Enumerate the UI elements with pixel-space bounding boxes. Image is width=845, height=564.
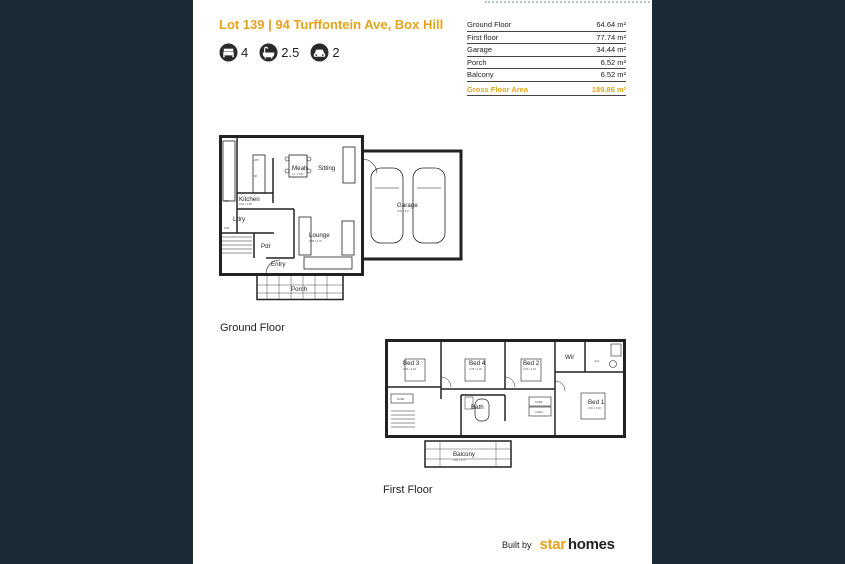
garage-feature (310, 43, 339, 62)
room-meals: Meals (292, 165, 309, 172)
car-icon (310, 43, 329, 62)
svg-text:3.60 x 3.60: 3.60 x 3.60 (588, 407, 601, 410)
room-bed1: Bed 1 (588, 399, 605, 406)
bed-icon (219, 43, 238, 62)
room-bed2: Bed 2 (523, 360, 540, 367)
brochure-sheet (193, 0, 652, 564)
svg-text:4.1 x 3.62: 4.1 x 3.62 (292, 173, 304, 176)
first-floor-label: First Floor (383, 484, 433, 496)
room-pdr: Pdr (261, 243, 271, 250)
starhomes-logo: star homes (539, 536, 615, 553)
room-bed4: Bed 4 (469, 360, 486, 367)
area-row-garage: Garage 34.44 m² (467, 44, 626, 57)
area-row-ground: Ground Floor 64.64 m² (467, 19, 626, 32)
garage-count: 2 (332, 45, 340, 60)
bath-icon (259, 43, 278, 62)
svg-text:5.90 x 6.17: 5.90 x 6.17 (397, 210, 410, 213)
area-row-first: First floor 77.74 m² (467, 32, 626, 45)
svg-text:3.30 x 3.40: 3.30 x 3.40 (523, 368, 536, 371)
bathrooms-feature (259, 43, 299, 62)
room-ldry: Ldry (233, 216, 246, 223)
room-entry: Entry (271, 261, 286, 268)
svg-text:WIP: WIP (254, 159, 259, 162)
svg-text:LINEN: LINEN (535, 411, 543, 414)
room-garage: Garage (397, 202, 418, 209)
svg-text:REF: REF (224, 200, 230, 203)
lot-title: Lot 139 | 94 Turffontein Ave, Box Hill (219, 17, 444, 32)
room-balcony: Balcony (453, 451, 476, 458)
room-wir: Wir (565, 354, 575, 361)
area-row-gross: Gross Floor Area 189.86 m² (467, 84, 626, 97)
svg-text:3.30 x 3.20: 3.30 x 3.20 (403, 368, 416, 371)
room-kitchen: Kitchen (239, 196, 260, 203)
bedrooms-feature (219, 43, 248, 62)
ground-floor-label: Ground Floor (220, 322, 285, 334)
room-porch: Porch (291, 286, 308, 293)
room-bath: Bath (471, 404, 484, 411)
bedrooms-count: 4 (241, 45, 249, 60)
built-by-text: Built by (502, 539, 532, 550)
builder-footer (502, 536, 615, 553)
svg-text:3.88 x 3.70: 3.88 x 3.70 (309, 240, 322, 243)
room-ens: Ens (595, 360, 600, 363)
svg-text:ROBE: ROBE (535, 401, 543, 404)
svg-text:3.60 x 2.80: 3.60 x 2.80 (239, 203, 252, 206)
room-sitting: Sitting (318, 165, 336, 172)
ground-floor-plan (219, 133, 467, 303)
feature-summary (219, 43, 351, 62)
svg-text:W/M: W/M (224, 227, 230, 230)
area-row-porch: Porch 6.52 m² (467, 57, 626, 70)
room-lounge: Lounge (309, 232, 330, 239)
first-floor-plan (385, 337, 627, 473)
room-bed3: Bed 3 (403, 360, 420, 367)
dotted-divider (485, 1, 650, 7)
area-schedule (467, 19, 626, 96)
area-row-balcony: Balcony 6.52 m² (467, 69, 626, 82)
svg-text:B/I: B/I (254, 175, 258, 178)
bathrooms-count: 2.5 (281, 45, 300, 60)
svg-text:3.60 x 1.72: 3.60 x 1.72 (453, 459, 466, 462)
svg-text:2.78 x 3.40: 2.78 x 3.40 (469, 368, 482, 371)
svg-text:ROBE: ROBE (397, 398, 405, 401)
